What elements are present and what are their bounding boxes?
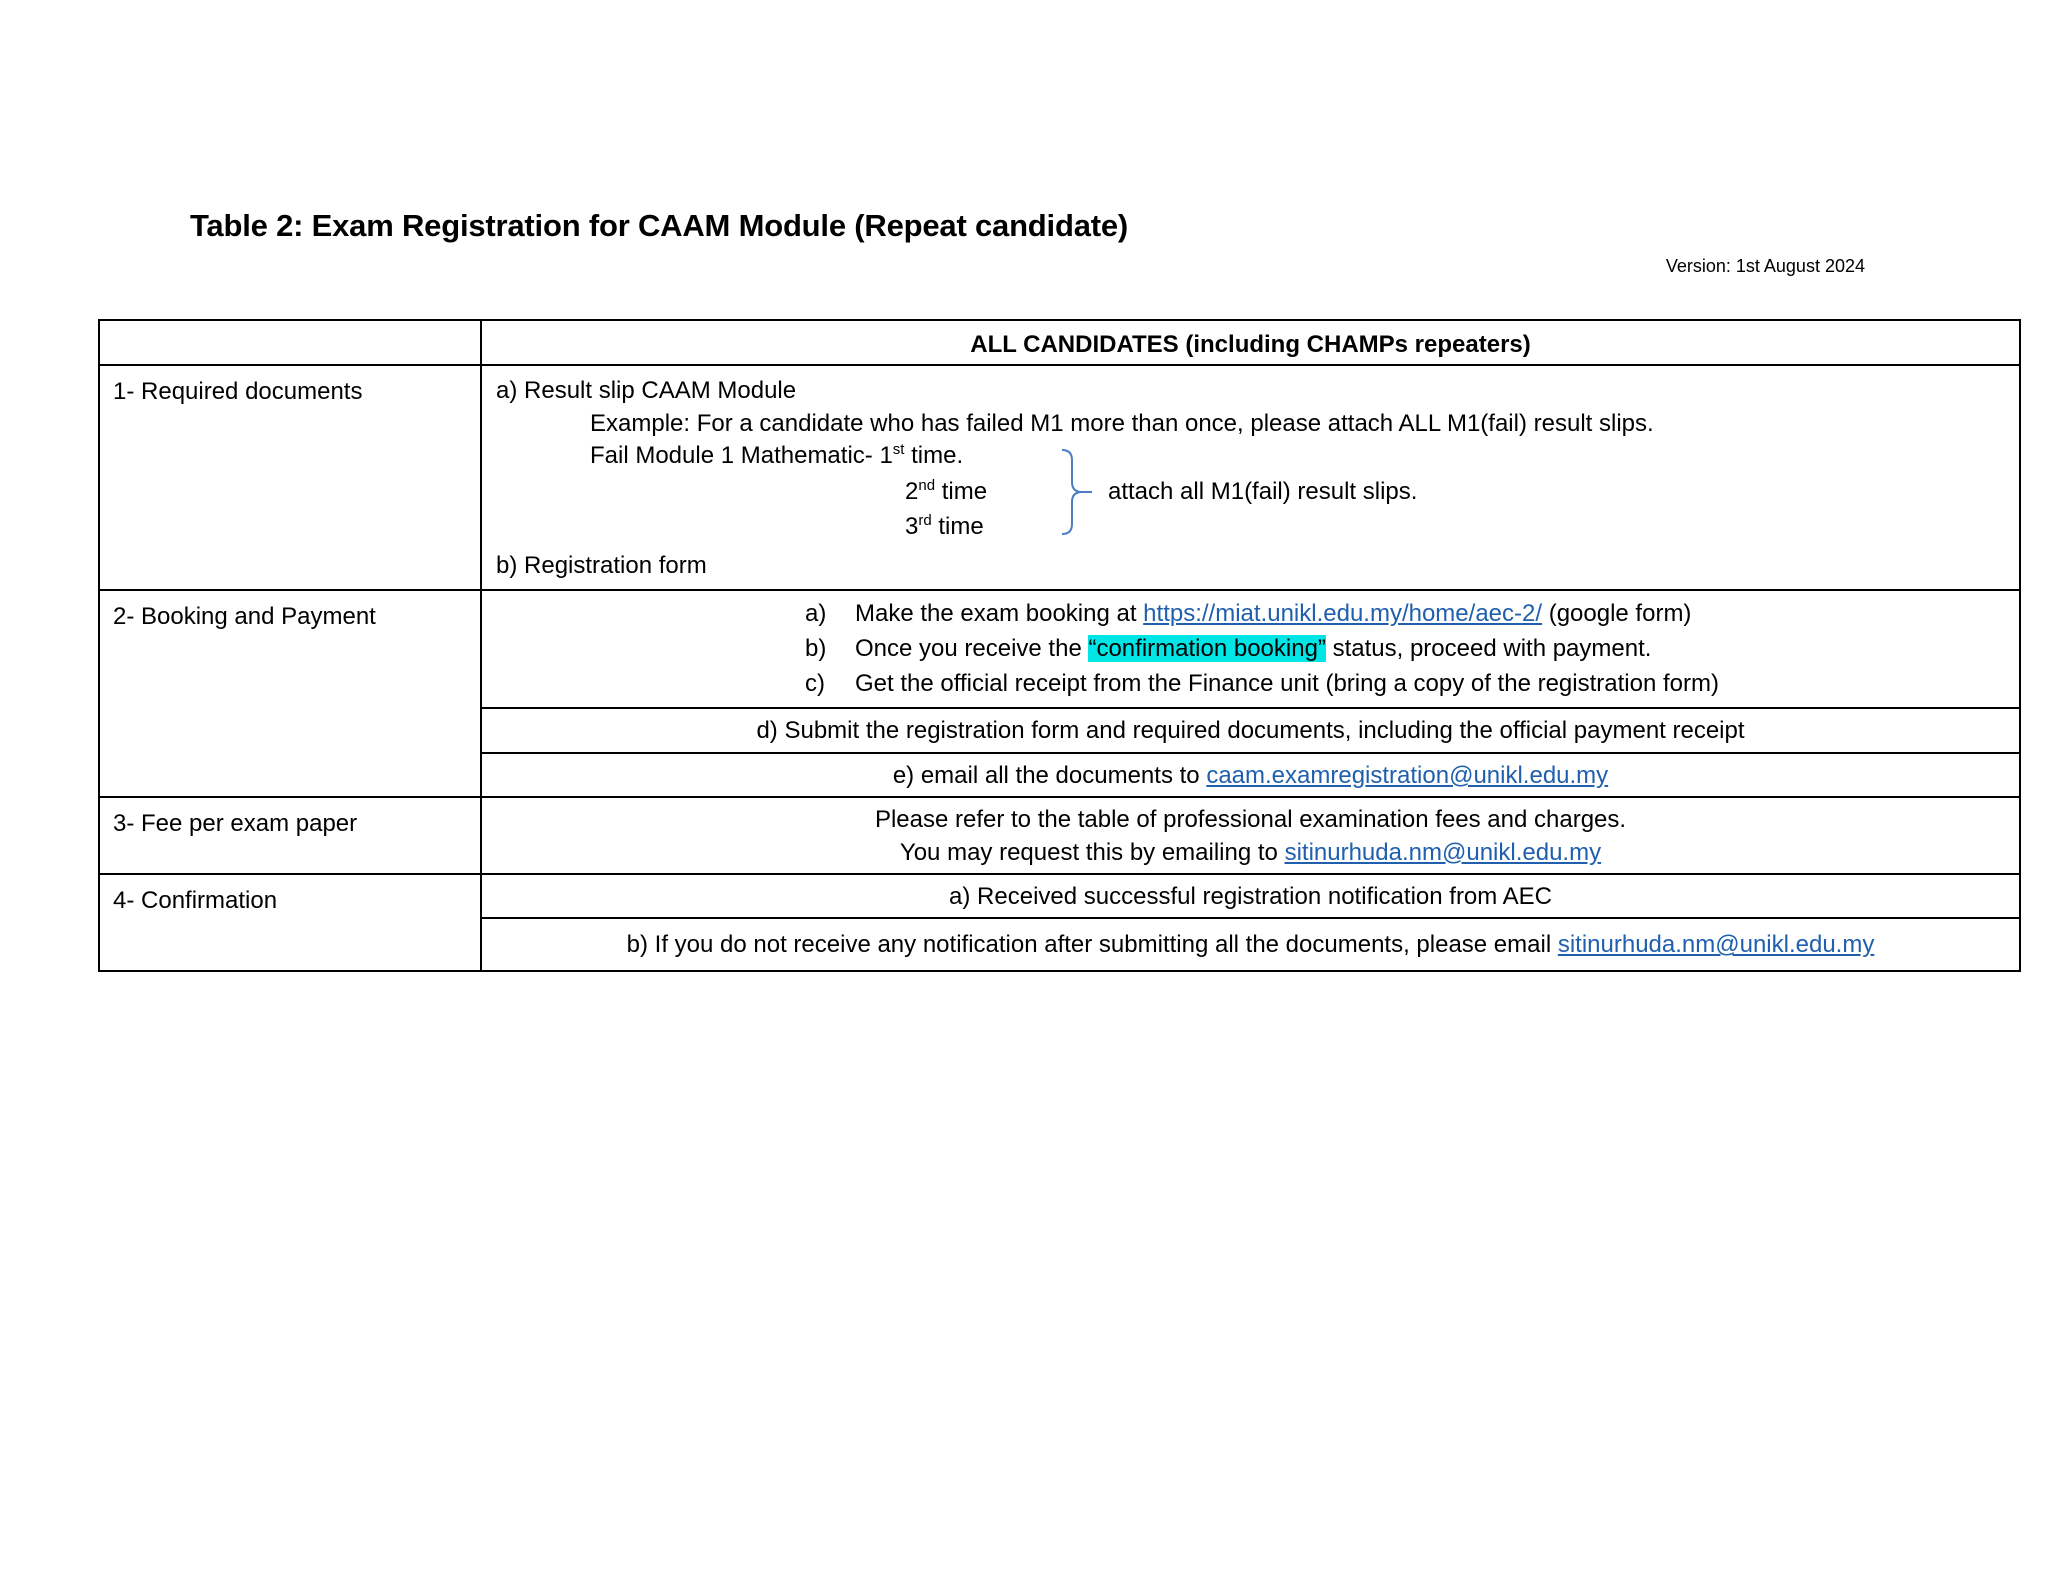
header-empty-cell [99, 320, 481, 365]
confirmation-b: b) If you do not receive any notification after submitting all the documents, please email sitinurhuda.nm@unikl.edu.my [481, 918, 2020, 970]
confirmation-email-link[interactable]: sitinurhuda.nm@unikl.edu.my [1557, 931, 1875, 959]
page-title: Table 2: Exam Registration for CAAM Module (Repeat candidate) [190, 208, 1129, 243]
row-booking-steps [99, 590, 2020, 708]
fail-third-time: 3rd time [905, 512, 984, 541]
label-confirmation: 4- Confirmation [99, 874, 481, 971]
header-all-candidates: ALL CANDIDATES (including CHAMPs repeaters) [481, 320, 2020, 365]
fail-times-block [496, 440, 2007, 550]
confirmation-booking-highlight: “confirmation booking” [1088, 635, 1326, 663]
required-documents-cell [481, 365, 2020, 590]
step-a-marker: a) [805, 600, 827, 628]
step-e-text: e) email all the documents to [892, 761, 1207, 789]
step-b-marker: b) [805, 635, 827, 663]
fee-email-link[interactable]: sitinurhuda.nm@unikl.edu.my [1284, 838, 1602, 866]
step-a-suffix: (google form) [1542, 600, 1692, 628]
row-required-documents [99, 365, 2020, 590]
booking-steps-cell [481, 590, 2020, 708]
table-header-row [99, 320, 2020, 365]
booking-form-link[interactable]: https://miat.unikl.edu.my/home/aec-2/ [1143, 600, 1543, 628]
booking-step-d: d) Submit the registration form and required documents, including the official payment receipt [481, 708, 2020, 752]
fee-line-1: Please refer to the table of professional examination fees and charges. [874, 806, 1627, 834]
booking-step-c [482, 668, 2019, 703]
step-c-text: Get the official receipt from the Finance unit (bring a copy of the registration form) [855, 670, 1719, 698]
step-c-marker: c) [805, 670, 825, 698]
label-required-documents: 1- Required documents [99, 365, 481, 590]
exam-registration-email-link[interactable]: caam.examregistration@unikl.edu.my [1206, 761, 1609, 789]
label-fee-per-paper: 3- Fee per exam paper [99, 797, 481, 874]
row-fee [99, 797, 2020, 874]
label-booking-payment: 2- Booking and Payment [99, 590, 481, 797]
brace-note: attach all M1(fail) result slips. [1108, 478, 1418, 506]
curly-brace-icon [1058, 446, 1098, 538]
booking-step-b [482, 633, 2019, 668]
booking-step-a [482, 598, 2019, 633]
step-a-text: Make the exam booking at [855, 600, 1144, 628]
fail-second-time: 2nd time [905, 477, 988, 506]
example-text: Example: For a candidate who has failed M1 more than once, please attach ALL M1(fail) result slips. [590, 409, 1654, 437]
result-slip-item: a) Result slip CAAM Module [496, 377, 797, 405]
fee-line-2: You may request this by emailing to sitinurhuda.nm@unikl.edu.my [899, 838, 1602, 866]
registration-form-item: b) Registration form [496, 552, 707, 580]
fail-first-time: Fail Module 1 Mathematic- 1st time. [590, 441, 964, 470]
fee-cell [481, 797, 2020, 874]
step-b-text: Once you receive the [855, 635, 1089, 663]
booking-step-e [481, 753, 2020, 797]
step-b-suffix: status, proceed with payment. [1325, 635, 1652, 663]
confirmation-a: a) Received successful registration notification from AEC [481, 874, 2020, 918]
version-label: Version: 1st August 2024 [1665, 256, 1865, 276]
registration-table [98, 319, 2021, 972]
row-confirmation-a [99, 874, 2020, 918]
